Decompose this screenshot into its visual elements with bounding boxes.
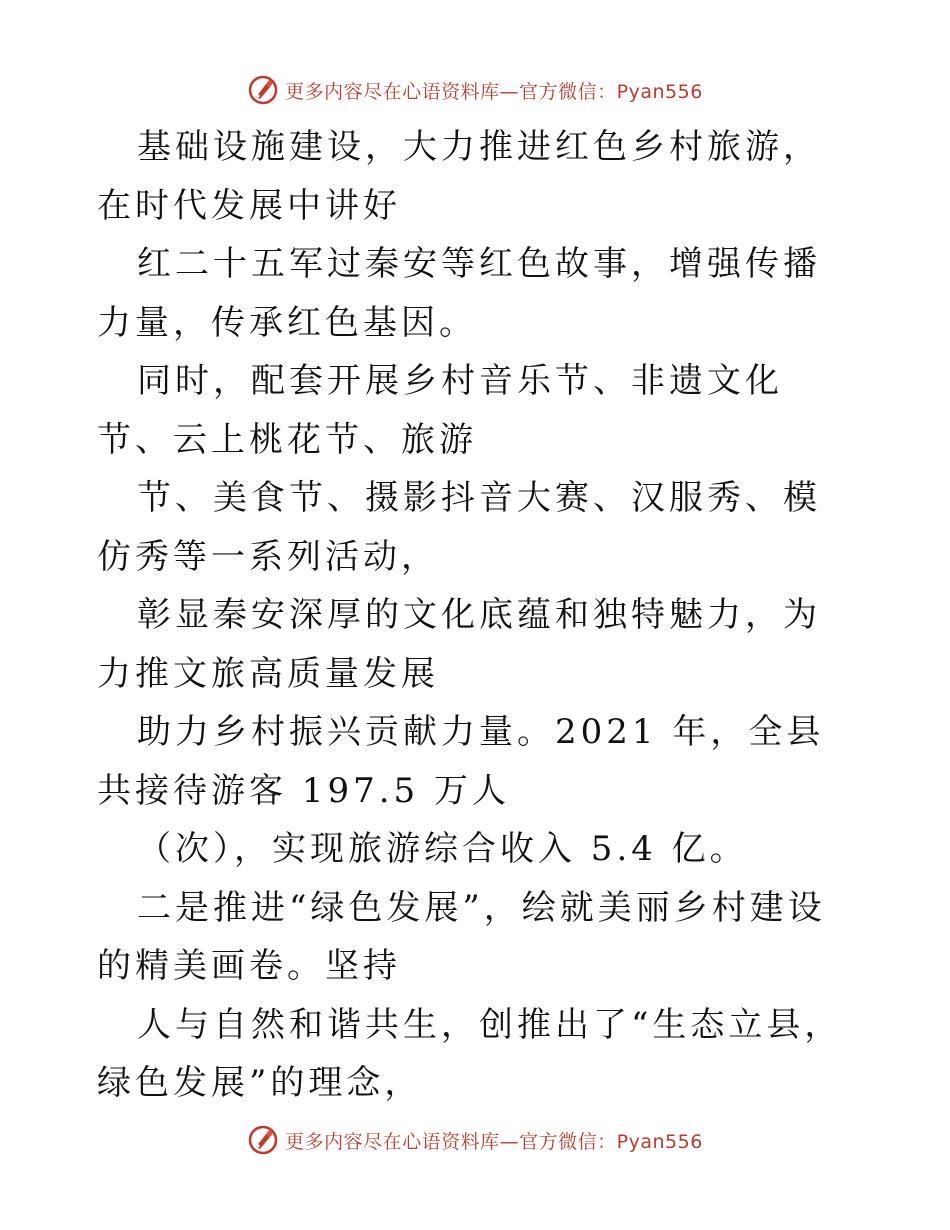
footer-banner (247, 1124, 703, 1156)
page-footer (0, 1120, 950, 1160)
paragraph-8: 二是推进“绿色发展”，绘就美丽乡村建设的精美画卷。坚持 (97, 887, 826, 986)
pen-nib-icon (247, 74, 279, 106)
paragraph-4: 节、美食节、摄影抖音大赛、汉服秀、模仿秀等一系列活动， (97, 478, 821, 577)
document-body (97, 118, 857, 1113)
paragraph-1: 基础设施建设，大力推进红色乡村旅游，在时代发展中讲好 (97, 127, 821, 226)
paragraph-2: 红二十五军过秦安等红色故事，增强传播力量，传承红色基因。 (97, 244, 821, 343)
header-banner (247, 74, 703, 106)
paragraph-3: 同时，配套开展乡村音乐节、非遗文化节、云上桃花节、旅游 (97, 361, 783, 460)
page-header (0, 70, 950, 110)
pen-nib-icon (247, 1124, 279, 1156)
paragraph-9: 人与自然和谐共生，创推出了“生态立县，绿色发展”的理念， (97, 1004, 843, 1103)
paragraph-6: 助力乡村振兴贡献力量。2021 年，全县共接待游客 197.5 万人 (97, 712, 825, 811)
header-banner-text[interactable]: 更多内容尽在心语资料库—官方微信：Pyan556 (285, 80, 703, 103)
paragraph-5: 彰显秦安深厚的文化底蕴和独特魅力，为力推文旅高质量发展 (97, 595, 821, 694)
paragraph-7: （次），实现旅游综合收入 5.4 亿。 (137, 829, 748, 869)
footer-banner-text[interactable]: 更多内容尽在心语资料库—官方微信：Pyan556 (285, 1130, 703, 1153)
